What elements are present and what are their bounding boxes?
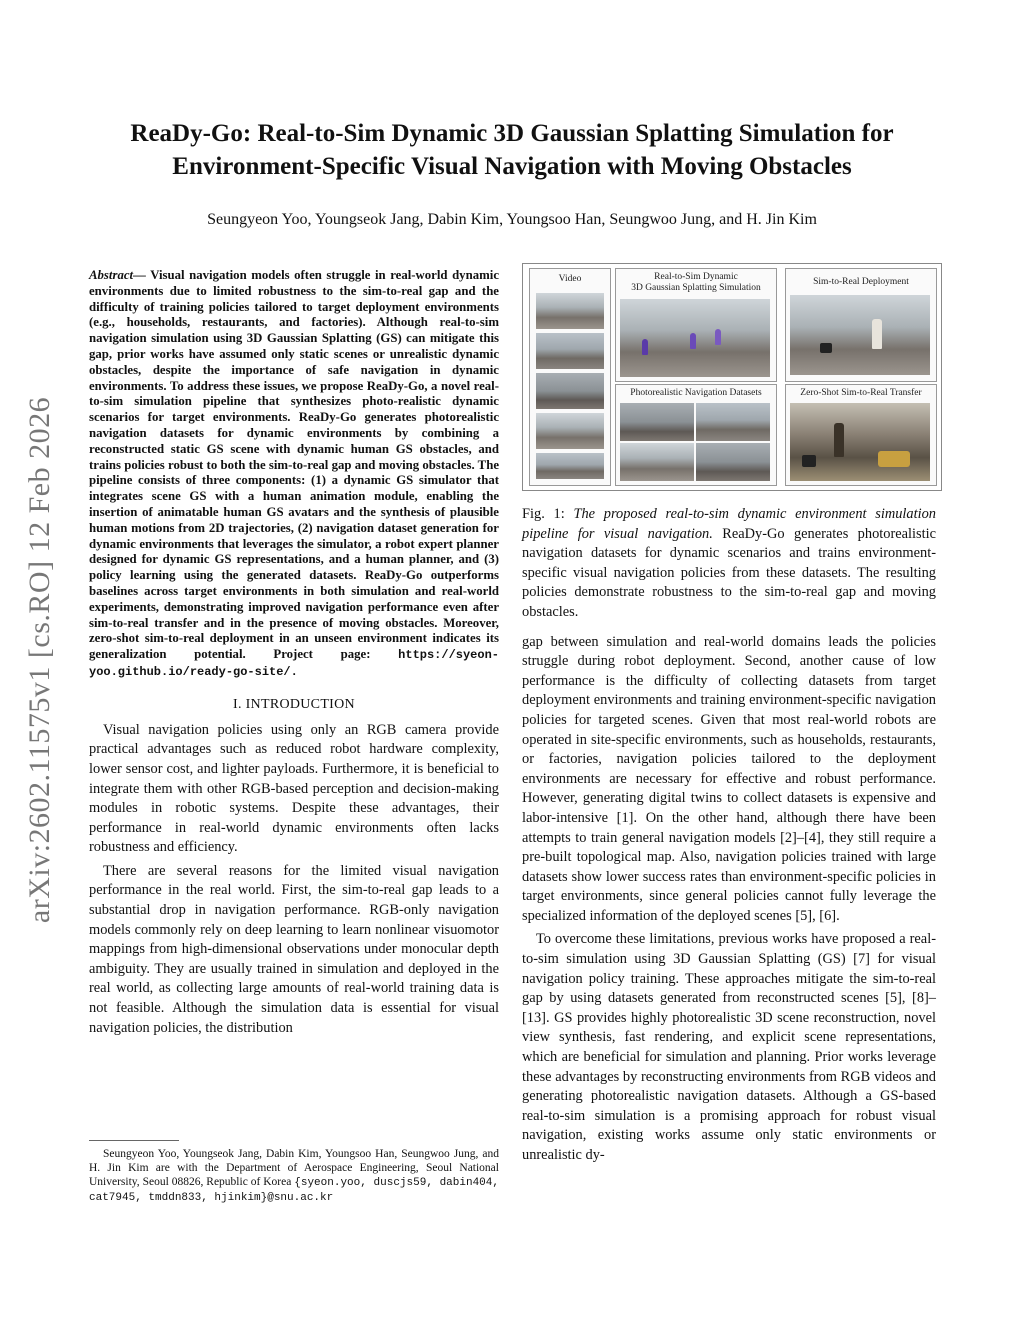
sofa bbox=[878, 451, 910, 467]
datasets-panel bbox=[615, 384, 777, 486]
right-column bbox=[522, 263, 936, 1170]
caption-label: Fig. 1: bbox=[522, 506, 574, 522]
paper-title bbox=[80, 117, 944, 183]
project-page-link[interactable]: https://syeon-yoo.github.io/ready-go-site/. bbox=[89, 648, 499, 679]
robot bbox=[820, 343, 832, 353]
datasets-label: Photorealistic Navigation Datasets bbox=[630, 388, 762, 398]
video-frame bbox=[536, 453, 604, 479]
pedestrian bbox=[834, 423, 844, 457]
human-avatar bbox=[690, 333, 696, 349]
video-frame bbox=[536, 373, 604, 409]
video-label: Video bbox=[558, 274, 582, 284]
dataset-image bbox=[696, 443, 770, 481]
footnote-emails: {syeon.yoo, duscjs59, dabin404, cat7945, tmddn833, hjinkim}@snu.ac.kr bbox=[89, 1177, 499, 1204]
footnote-text: Seungyeon Yoo, Youngseok Jang, Dabin Kim, Youngsoo Han, Seungwoo Jung, and H. Jin Kim are with the Department of Aerospace Engineering, Seoul National University, Seoul 08826, Republic of Korea bbox=[89, 1148, 499, 1188]
title-line-1: ReaDy-Go: Real-to-Sim Dynamic 3D Gaussian Splatting Simulation for bbox=[130, 120, 894, 147]
dataset-image bbox=[620, 403, 694, 441]
dataset-image bbox=[696, 403, 770, 441]
video-frame bbox=[536, 333, 604, 369]
sim-label-line-1: Real-to-Sim Dynamic bbox=[654, 272, 738, 282]
abstract-text: Visual navigation models often struggle in real-world dynamic environments due to limited robustness to the sim-to-real gap and the difficulty of training policies tailored to target deployment environments (e.g., households, restaurants, and factories). Although real-to-sim navigation simulation using 3D Gaussian Splatting (GS) can mitigate this gap, prior works have assumed only static scenes or unrealistic dynamic obstacles, despite the importance of safe navigation in dynamic environments. To address these issues, we propose ReaDy-Go, a novel real-to-sim simulation pipeline that synthesizes photo-realistic dynamic scenarios for target environments. ReaDy-Go generates photorealistic navigation datasets for dynamic environments by combining a reconstructed static GS scene with dynamic human GS obstacles, and trains policies robust to both the sim-to-real gap and moving obstacles. The pipeline consists of three components: (1) a dynamic GS simulator that integrates scene GS with a human animation module, enabling the insertion of animatable human GS avatars and the synthesis of plausible human motions from 2D trajectories, (2) navigation dataset generation for dynamic environments that leverages the simulator, a robot expert planner designed for dynamic GS representations, and a human planner, and (3) policy learning using the generated datasets. ReaDy-Go outperforms baselines across target environments in both simulation and real-world experiments, demonstrating improved navigation performance even after sim-to-real transfer and in the presence of moving obstacles. Moreover, zero-shot sim-to-real deployment in an unseen environment indicates its generalization potential. Project page: bbox=[89, 268, 499, 662]
right-paragraph-2: To overcome these limitations, previous works have proposed a real-to-sim simulation using 3D Gaussian Splatting (GS) [7] for visual navigation policy training. These approaches mitigate the sim-to-real gap by using datasets generated from reconstructed scenes [5], [8]–[13]. GS provides highly photorealistic 3D scene reconstruction, novel view synthesis, fast rendering, and explicit scene representations, which are beneficial for simulation and planning. Prior works leverage these advantages by reconstructing environments from RGB videos and generating photorealistic navigation datasets. Although a GS-based real-to-sim simulation is a promising approach for robust visual navigation, existing works assume only static environments or unrealistic dy- bbox=[522, 931, 936, 1163]
abstract bbox=[89, 268, 499, 681]
sim-panel bbox=[615, 268, 777, 382]
human-avatar bbox=[715, 329, 721, 345]
author-list: Seungyeon Yoo, Youngseok Jang, Dabin Kim, Youngsoo Han, Seungwoo Jung, and H. Jin Kim bbox=[207, 211, 817, 228]
pedestrian bbox=[872, 319, 882, 349]
intro-paragraph-1: Visual navigation policies using only an RGB camera provide practical advantages such as reduced robot hardware complexity, lower sensor cost, and lighter payloads. Furthermore, it is beneficial to integrate them with other RGB-based perception and decision-making modules in robotic systems. Despite these advantages, their performance in real-world dynamic environments often lacks robustness and efficiency. bbox=[89, 721, 499, 856]
deployment-panel bbox=[785, 268, 937, 382]
video-panel bbox=[529, 268, 611, 486]
sim-label bbox=[616, 272, 776, 294]
footnote-rule bbox=[89, 1140, 179, 1141]
footnote-body bbox=[89, 1147, 499, 1205]
footnote bbox=[89, 1140, 499, 1205]
human-avatar bbox=[642, 339, 648, 355]
zeroshot-panel bbox=[785, 384, 937, 486]
sim-label-line-2: 3D Gaussian Splatting Simulation bbox=[631, 283, 761, 293]
arxiv-stamp bbox=[10, 360, 70, 960]
intro-paragraph-2: There are several reasons for the limited visual navigation performance in the real world. First, the sim-to-real gap leads to a substantial drop in navigation performance. RGB-only navigation models commonly rely on deep learning to learn nonlinear visuomotor mappings from high-dimensional observations under monocular depth ambiguity. They are usually trained in simulation and deployed in the real world, as collecting large amounts of real-world training data is not feasible. Although the simulation data is essential for visual navigation policies, the distribution bbox=[89, 862, 499, 1036]
caption-italic: The proposed real-to-sim dynamic environment simulation pipeline for visual navigation. bbox=[522, 506, 936, 542]
dataset-image bbox=[620, 443, 694, 481]
deployment-label: Sim-to-Real Deployment bbox=[813, 277, 909, 287]
zeroshot-image bbox=[790, 403, 930, 481]
video-frame bbox=[536, 293, 604, 329]
video-frame bbox=[536, 413, 604, 449]
section-heading: I. INTRODUCTION bbox=[233, 696, 355, 712]
arxiv-id: arXiv:2602.11575v1 [cs.RO] 12 Feb 2026 bbox=[23, 396, 56, 924]
figure-caption bbox=[522, 505, 936, 623]
title-line-2: Environment-Specific Visual Navigation with Moving Obstacles bbox=[172, 153, 852, 180]
figure-1 bbox=[522, 263, 942, 491]
abstract-label: Abstract— bbox=[89, 268, 146, 282]
right-paragraph-1: gap between simulation and real-world domains leads the policies struggle during robot deployment. Second, another cause of low performance is the difficulty of collecting datasets from target deployment environments and training environment-specific navigation policies for targeted scenes. Given that most real-world robots are operated in site-specific environments, such as households, restaurants, or factories, navigation policies tailored to the deployment environments are necessary for effective and robust performance. However, generating digital twins to collect datasets is expensive and labor-intensive [1]. On the other hand, although there have been attempts to train general navigation models [2]–[4], they still require a pre-built topological map. Also, navigation policies trained with large datasets show lower success rates than environment-specific policies in target environments, since general policies cannot fully leverage the specialized information of the deployed scenes [5], [6]. bbox=[522, 633, 936, 924]
sim-render-image bbox=[620, 299, 770, 377]
zeroshot-label: Zero-Shot Sim-to-Real Transfer bbox=[800, 388, 922, 398]
caption-rest: ReaDy-Go generates photorealistic navigation datasets for dynamic scenarios and trains environment-specific visual navigation policies from these datasets. The resulting policies demonstrate robustness to the sim-to-real gap and moving obstacles. bbox=[522, 525, 937, 620]
deployment-image bbox=[790, 295, 930, 375]
robot bbox=[802, 455, 816, 467]
left-column bbox=[89, 268, 499, 1042]
